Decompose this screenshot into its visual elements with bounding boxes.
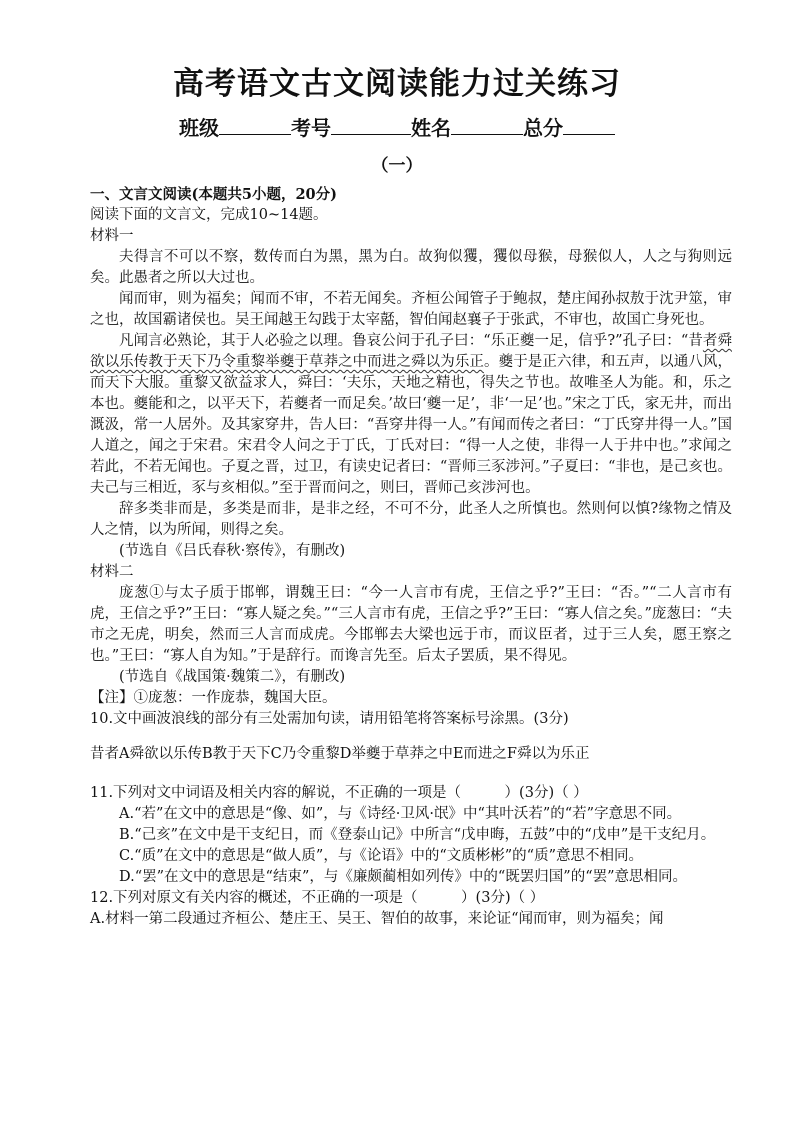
class-label: 班级 bbox=[179, 116, 219, 140]
question-10-sentence[interactable]: 昔者A舜欲以乐传B教于天下C乃令重黎D举夔于草莽之中E而进之F舜以为乐正 bbox=[90, 746, 590, 762]
wavy-underlined-text: 者舜欲以乐传教于天下乃令重黎举夔于草莽之中而进之舜以为乐正 bbox=[90, 333, 732, 370]
annotation-note: 【注】①庞葱：一作庞恭，魏国大臣。 bbox=[90, 690, 337, 706]
student-info-line bbox=[0, 112, 794, 141]
question-11-option-a[interactable]: A.“若”在文中的意思是“像、如”，与《诗经·卫风·氓》中“其叶沃若”的“若”字意思不同。 bbox=[119, 806, 682, 822]
name-blank bbox=[451, 116, 523, 135]
question-12-stem: 12.下列对原文有关内容的概述，不正确的一项是（ ）(3分)（ ） bbox=[90, 890, 545, 906]
material1-paragraph: 闻而审，则为福矣；闻而不审，不若无闻矣。齐桓公闻管子于鲍叔，楚庄闻孙叔敖于沈尹筮，审之也，故国霸诸侯也。吴王闻越王勾践于太宰嚭，智伯闻赵襄子于张武，不审也，故国亡身死也。 bbox=[90, 291, 732, 328]
material1-label: 材料一 bbox=[90, 228, 134, 244]
material1-source: (节选自《吕氏春秋·察传》，有删改) bbox=[119, 543, 346, 559]
text-run: 凡闻言必熟论，其于人必验之以理。鲁哀公问于孔子曰：“乐正夔一足，信乎?”孔子曰：“昔 bbox=[119, 333, 703, 349]
question-12-option-a[interactable]: A.材料一第二段通过齐桓公、楚庄王、吴王、智伯的故事，来论证“闻而审，则为福矣；闻 bbox=[90, 911, 664, 927]
material1-paragraph bbox=[90, 331, 732, 499]
section-heading: 一、文言文阅读(本题共5小题，20分) bbox=[90, 186, 337, 203]
question-11-option-c[interactable]: C.“质”在文中的意思是“做人质”，与《论语》中的“文质彬彬”的“质”意思不相同。 bbox=[119, 848, 643, 864]
material1-paragraph: 夫得言不可以不察，数传而白为黑，黑为白。故狗似玃，玃似母猴，母猴似人，人之与狗则远矣。此愚者之所以大过也。 bbox=[90, 249, 732, 286]
name-label: 姓名 bbox=[411, 116, 451, 140]
material2-paragraph: 庞葱①与太子质于邯郸，谓魏王曰：“今一人言市有虎，王信之乎?”王曰：“否。”“二人言市有虎，王信之乎?”王曰：“寡人疑之矣。”“三人言市有虎，王信之乎?”王曰：“寡人信之矣。”庞葱曰：“夫市之无虎，明矣，然而三人言而成虎。今邯郸去大梁也远于市，而议臣者，过于三人矣，愿王察之也。”王曰：“寡人自为知。”于是辞行。而谗言先至。后太子罢质，果不得见。 bbox=[90, 585, 732, 664]
text-run: 。夔于是正六律，和五声，以通八风，而天下大服。重黎又欲益求人，舜曰：‘夫乐，天地之精也，得失之节也。故唯圣人为能。和，乐之本也。夔能和之，以平天下，若夔者一而足矣。’故曰‘夔一足’，非‘一足’也。”宋之丁氏，家无井，而出溉汲，常一人居外。及其家穿井，告人曰：“吾穿井得一人。”有闻而传之者曰：“丁氏穿井得一人。”国人道之，闻之于宋君。宋君令人问之于丁氏，丁氏对曰：“得一人之使，非得一人于井中也。”求闻之若此，不若无闻也。子夏之晋，过卫，有读史记者曰：“晋师三豕涉河。”子夏曰：“非也，是己亥也。夫己与三相近，豕与亥相似。”至于晋而问之，则曰，晋师己亥涉河也。 bbox=[90, 354, 733, 496]
material2-label: 材料二 bbox=[90, 564, 134, 580]
spacer bbox=[90, 730, 732, 744]
class-blank bbox=[219, 116, 291, 135]
question-10-stem: 10.文中画波浪线的部分有三处需加句读，请用铅笔将答案标号涂黑。(3分) bbox=[90, 711, 569, 727]
question-11-option-b[interactable]: B.“己亥”在文中是干支纪日，而《登泰山记》中所言“戊申晦，五鼓”中的“戊申”是干支纪月。 bbox=[119, 827, 716, 843]
score-label: 总分 bbox=[523, 116, 563, 140]
question-11-option-d[interactable]: D.“罢”在文中的意思是“结束”，与《廉颇蔺相如列传》中的“既罢归国”的“罢”意思相同。 bbox=[119, 869, 688, 885]
section-number: （一） bbox=[371, 156, 423, 176]
exam-no-blank bbox=[331, 116, 411, 135]
exam-body bbox=[90, 184, 732, 930]
instruction: 阅读下面的文言文，完成10~14题。 bbox=[90, 207, 328, 223]
spacer bbox=[90, 765, 732, 783]
material2-source: (节选自《战国策·魏策二》，有删改) bbox=[119, 669, 346, 685]
question-11-stem: 11.下列对文中词语及相关内容的解说，不正确的一项是（ ）(3分)（ ） bbox=[90, 785, 588, 801]
exam-no-label: 考号 bbox=[291, 116, 331, 140]
page-title: 高考语文古文阅读能力过关练习 bbox=[173, 66, 621, 102]
score-blank bbox=[563, 116, 615, 135]
material1-paragraph: 辞多类非而是，多类是而非，是非之经，不可不分，此圣人之所慎也。然则何以慎?缘物之情及人之情，以为所闻，则得之矣。 bbox=[90, 501, 732, 538]
